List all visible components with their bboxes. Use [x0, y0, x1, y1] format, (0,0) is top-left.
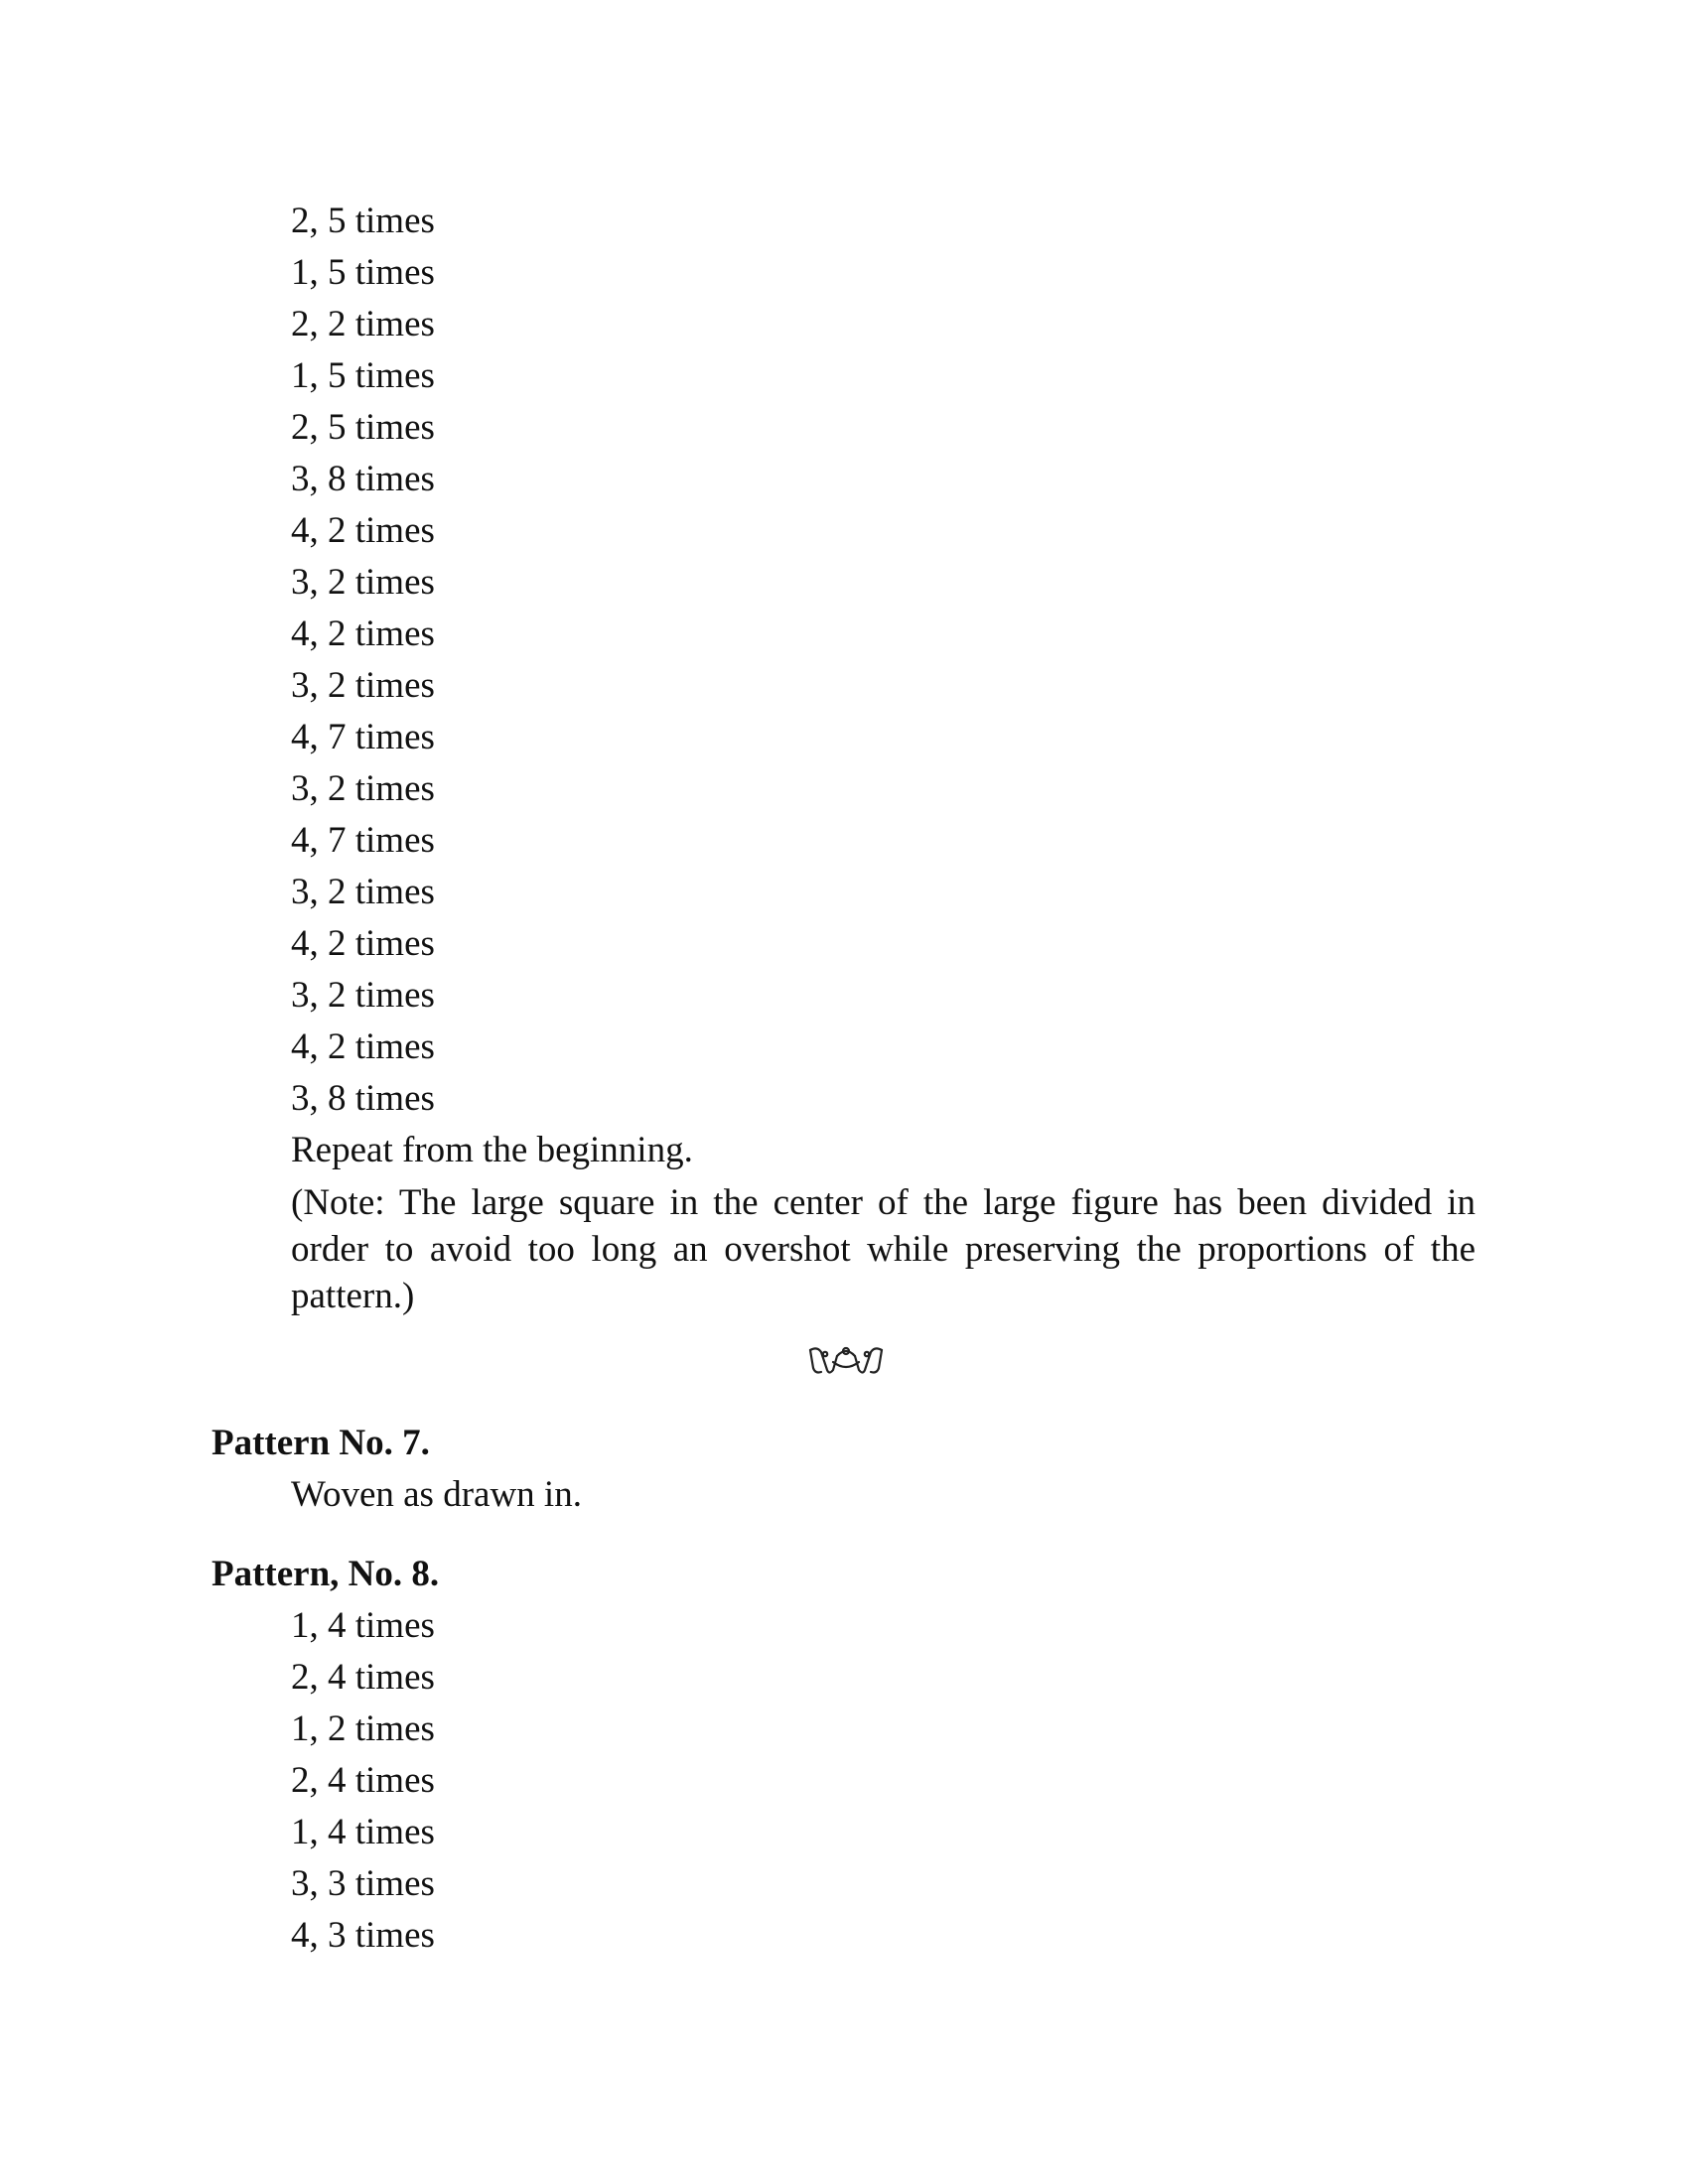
treadling-line: 2, 2 times — [291, 304, 435, 344]
treadling-line: 3, 2 times — [291, 665, 435, 706]
treadling-line: 4, 2 times — [291, 1026, 435, 1067]
treadling-line: 3, 2 times — [291, 562, 435, 603]
treadling-line: 1, 5 times — [291, 252, 435, 293]
treadling-line: 1, 2 times — [291, 1708, 435, 1749]
treadling-line: 1, 5 times — [291, 355, 435, 396]
pattern-7-instruction: Woven as drawn in. — [291, 1474, 582, 1515]
floral-ornament-icon — [807, 1342, 885, 1378]
treadling-line: 2, 4 times — [291, 1760, 435, 1801]
treadling-line: 3, 8 times — [291, 459, 435, 499]
pattern-8-heading: Pattern, No. 8. — [211, 1554, 440, 1594]
repeat-instruction: Repeat from the beginning. — [291, 1130, 693, 1170]
treadling-line: 4, 7 times — [291, 820, 435, 861]
treadling-line: 4, 2 times — [291, 614, 435, 654]
treadling-line: 3, 2 times — [291, 975, 435, 1016]
treadling-line: 4, 7 times — [291, 717, 435, 757]
treadling-line: 1, 4 times — [291, 1605, 435, 1646]
treadling-line: 3, 8 times — [291, 1078, 435, 1119]
treadling-line: 2, 5 times — [291, 407, 435, 448]
treadling-line: 2, 5 times — [291, 201, 435, 241]
treadling-line: 4, 2 times — [291, 510, 435, 551]
treadling-line: 4, 2 times — [291, 923, 435, 964]
pattern-note: (Note: The large square in the center of the large figure has been divided in order to avoid too long an overshot while preserving the proportions of the pattern.) — [291, 1182, 1476, 1316]
treadling-line: 3, 2 times — [291, 768, 435, 809]
treadling-line: 3, 3 times — [291, 1863, 435, 1904]
treadling-line: 2, 4 times — [291, 1657, 435, 1698]
pattern-7-heading: Pattern No. 7. — [211, 1423, 430, 1463]
treadling-line: 1, 4 times — [291, 1812, 435, 1852]
treadling-line: 3, 2 times — [291, 872, 435, 912]
treadling-line: 4, 3 times — [291, 1915, 435, 1956]
